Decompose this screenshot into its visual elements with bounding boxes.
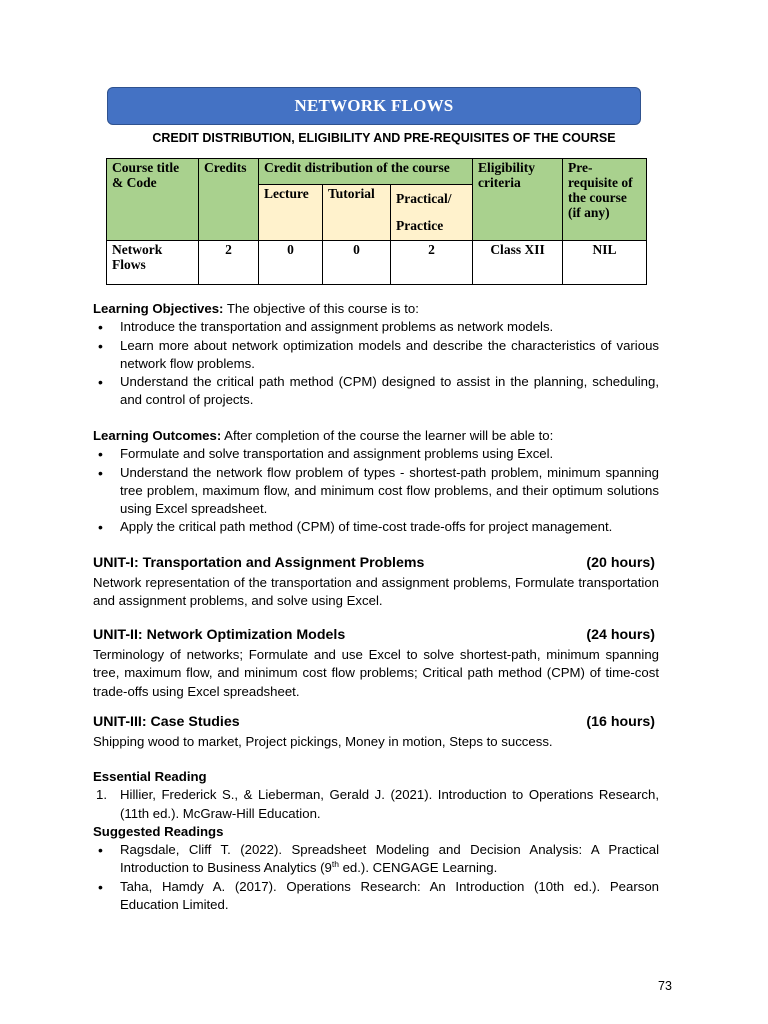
unit-1-text: Network representation of the transportation and assignment problems, Formulate transportation and assignment problems, and solve using Excel. [93, 575, 659, 609]
cell-credits: 2 [199, 241, 259, 285]
outcomes-intro: Learning Outcomes: After completion of the course the learner will be able to: [93, 428, 554, 443]
header-prerequisite: Pre-requisite of the course (if any) [563, 159, 647, 241]
cell-practical: 2 [391, 241, 473, 285]
readings-section [93, 768, 659, 914]
learning-outcomes [93, 427, 659, 537]
cell-course: Network Flows [107, 241, 199, 285]
page-number: 73 [658, 979, 672, 993]
unit-2-hours: (24 hours) [586, 627, 655, 643]
header-credits: Credits [199, 159, 259, 241]
suggested-readings-heading: Suggested Readings [93, 823, 224, 839]
unit-3-text: Shipping wood to market, Project pickings, Money in motion, Steps to success. [93, 734, 553, 749]
credit-distribution-table [106, 158, 647, 285]
header-practical-line2: Practice [396, 218, 444, 233]
learning-objectives [93, 300, 659, 410]
objectives-label: Learning Objectives: [93, 301, 224, 316]
cell-prerequisite: NIL [563, 241, 647, 285]
outcome-item: • Understand the network flow problem of types - shortest-path problem, minimum spanning tree problem, maximum flow, and minimum cost flow problems, and their optimum solutions using Excel spreadsheet. [93, 464, 659, 519]
header-lecture: Lecture [259, 185, 323, 241]
header-practical [391, 185, 473, 241]
header-course-title: Course title & Code [107, 159, 199, 241]
unit-3-title: UNIT-III: Case Studies [93, 714, 240, 730]
unit-3-hours: (16 hours) [586, 714, 655, 730]
header-eligibility: Eligibility criteria [473, 159, 563, 241]
cell-eligibility: Class XII [473, 241, 563, 285]
essential-reading-item: 1. Hillier, Frederick S., & Lieberman, Gerald J. (2021). Introduction to Operations Research, (11th ed.). McGraw-Hill Education. [96, 787, 659, 821]
outcomes-label: Learning Outcomes: [93, 428, 222, 443]
cell-lecture: 0 [259, 241, 323, 285]
outcome-item: • Formulate and solve transportation and assignment problems using Excel. [93, 445, 659, 463]
objective-item: • Learn more about network optimization models and describe the characteristics of various network flow problems. [93, 337, 659, 374]
unit-2-heading [93, 627, 655, 643]
cell-tutorial: 0 [323, 241, 391, 285]
header-practical-line1: Practical/ [396, 191, 452, 206]
credit-section-subtitle: CREDIT DISTRIBUTION, ELIGIBILITY AND PRE-REQUISITES OF THE COURSE [152, 131, 616, 145]
suggested-reading-item: • Taha, Hamdy A. (2017). Operations Research: An Introduction (10th ed.). Pearson Education Limited. [93, 878, 659, 915]
header-credit-distribution: Credit distribution of the course [259, 159, 473, 185]
outcome-item: • Apply the critical path method (CPM) of time-cost trade-offs for project management. [93, 518, 659, 536]
unit-2-text: Terminology of networks; Formulate and use Excel to solve shortest-path, minimum spanning tree, maximum flow, and minimum cost flow problems; Critical path method (CPM) of time-cost trade-offs using Excel spreadsheet. [93, 647, 659, 699]
course-title: NETWORK FLOWS [294, 96, 454, 115]
objective-item: • Understand the critical path method (CPM) designed to assist in the planning, scheduling, and control of projects. [93, 373, 659, 410]
unit-2-title: UNIT-II: Network Optimization Models [93, 627, 346, 643]
course-title-banner [107, 87, 641, 125]
header-tutorial: Tutorial [323, 185, 391, 241]
objectives-intro: Learning Objectives: The objective of this course is to: [93, 301, 419, 316]
unit-3-heading [93, 714, 655, 730]
unit-1-hours: (20 hours) [586, 555, 655, 571]
essential-reading-heading: Essential Reading [93, 769, 207, 784]
unit-1-title: UNIT-I: Transportation and Assignment Problems [93, 555, 425, 571]
suggested-reading-item: • Ragsdale, Cliff T. (2022). Spreadsheet Modeling and Decision Analysis: A Practical Introduction to Business Analytics (9th ed.). CENGAGE Learning. [93, 841, 659, 878]
unit-1-heading [93, 555, 655, 571]
objective-item: • Introduce the transportation and assignment problems as network models. [93, 318, 659, 336]
